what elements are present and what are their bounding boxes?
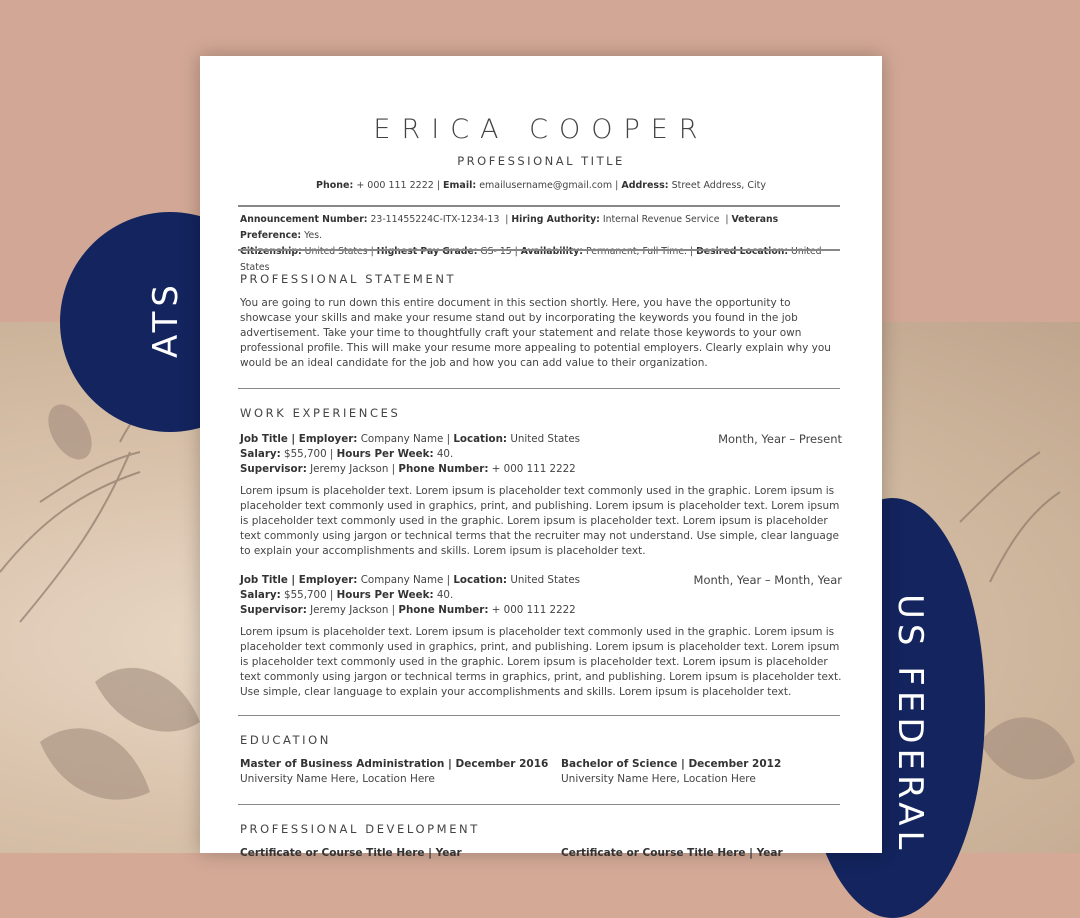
- job-header: Job Title | Employer: Company Name | Location: United States Salary: $55,700 | Hours Per Week: 40. Supervisor: Jeremy Jackson | Phone Number: + 000 111 2222: [240, 574, 581, 616]
- job-dates: Month, Year – Present: [718, 432, 842, 446]
- development-heading: PROFESSIONAL DEVELOPMENT: [240, 822, 480, 836]
- education-heading: EDUCATION: [240, 733, 332, 747]
- resume-page: [200, 56, 882, 859]
- job-description: Lorem ipsum is placeholder text. Lorem ipsum is placeholder text commonly used in the graphic. Lorem ipsum is placeholder text commonly used in graphics, print, and publishing. Lorem ipsum is placeholder text. Lorem ipsum is placeholder text commonly used in the graphic. Lorem ipsum is placeholder text. Lorem ipsum is placeholder text commonly using jargon or technical terms in graphics, print, and publishing. Lorem ipsum is placeholder text. Use simple, clear language to explain your accomplishments and skills. Lorem ipsum is placeholder text.: [240, 626, 842, 698]
- statement-text: You are going to run down this entire document in this section shortly. Here, you have the opportunity to showcase your skills and make your resume stand out by incorporating the keywords you found in the job advertisement. Take your time to thoughtfully craft your statement and relate those keywords to your own professional profile. This will make your resume more appealing to potential employers. Clearly explain why you would be an ideal candidate for the job and how you can add value to their organization.: [240, 297, 831, 369]
- professional-title: PROFESSIONAL TITLE: [457, 154, 625, 168]
- education-item: Master of Business Administration | December 2016 University Name Here, Location Here: [240, 758, 549, 785]
- statement-heading: PROFESSIONAL STATEMENT: [240, 272, 457, 286]
- divider: [238, 804, 840, 805]
- divider: [238, 715, 840, 716]
- ats-label: ATS: [146, 280, 186, 358]
- resume-name: ERICA COOPER: [373, 114, 709, 145]
- education-item: Bachelor of Science | December 2012 University Name Here, Location Here: [561, 758, 782, 785]
- divider: [238, 388, 840, 389]
- development-item: Certificate or Course Title Here | Year: [561, 847, 783, 859]
- development-item: Certificate or Course Title Here | Year: [240, 847, 462, 859]
- us-federal-label: US FEDERAL: [890, 594, 930, 855]
- divider: [238, 249, 840, 251]
- job-dates: Month, Year – Month, Year: [693, 573, 842, 587]
- work-heading: WORK EXPERIENCES: [240, 406, 401, 420]
- job-header: Job Title | Employer: Company Name | Location: United States Salary: $55,700 | Hours Per Week: 40. Supervisor: Jeremy Jackson | Phone Number: + 000 111 2222: [240, 433, 581, 475]
- job-description: Lorem ipsum is placeholder text. Lorem ipsum is placeholder text commonly used in the graphic. Lorem ipsum is placeholder text commonly used in graphics, print, and publishing. Lorem ipsum is placeholder text. Lorem ipsum is placeholder text commonly used in the graphic. Lorem ipsum is placeholder text. Lorem ipsum is placeholder text commonly using jargon or technical terms that the recruiter may not understand. Use simple, clear language to explain your accomplishments and skills. Lorem ipsum is placeholder text.: [240, 485, 840, 557]
- divider: [238, 205, 840, 207]
- federal-info: Announcement Number: 23-11455224C-ITX-1234-13 | Hiring Authority: Internal Revenue Service | Veterans Preference: Yes. Citizenship: United States | Highest Pay Grade: GS- 15 | Availability: Permanent, Full Time. | Desired Location: United States: [240, 214, 822, 273]
- contact-line: Phone: + 000 111 2222 | Email: emailusername@gmail.com | Address: Street Address, City: [316, 180, 766, 191]
